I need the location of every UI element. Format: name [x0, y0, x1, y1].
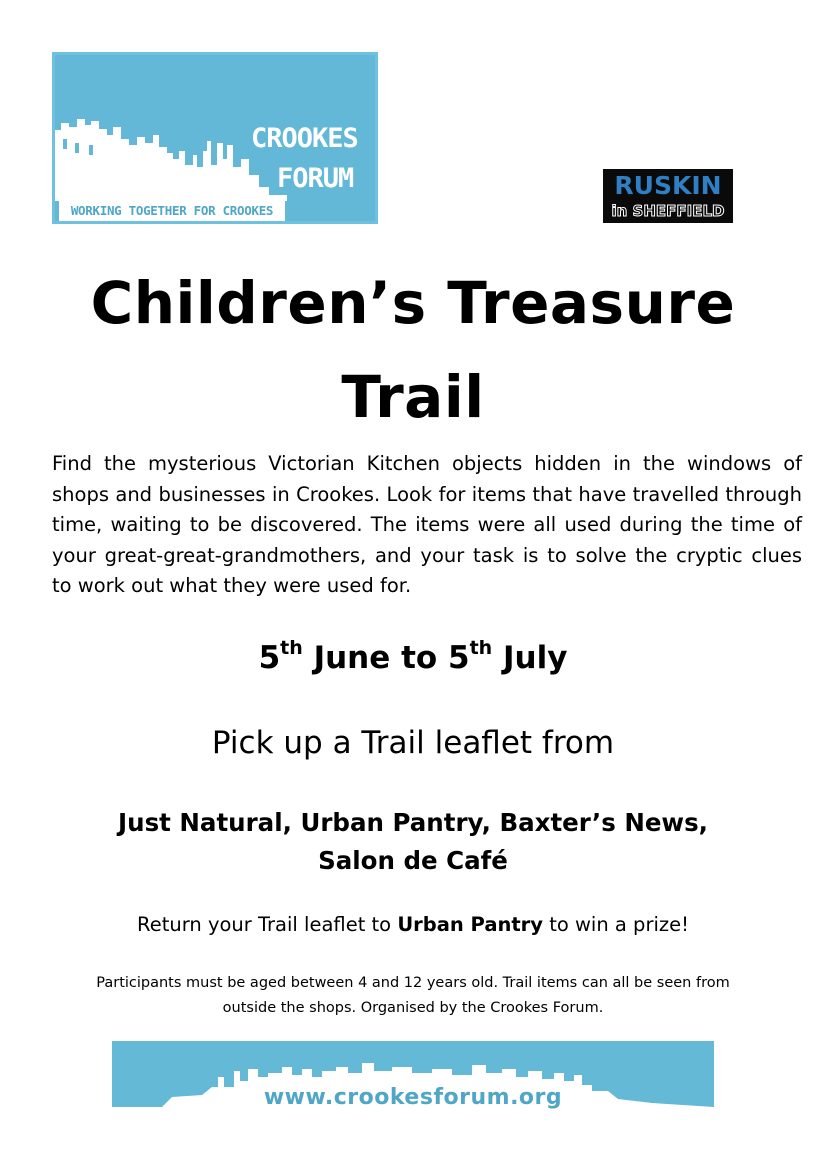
crookes-logo-line1: CROOKES	[251, 123, 358, 154]
shop-list	[60, 804, 766, 880]
start-day-suffix: th	[280, 637, 303, 659]
crookes-forum-logo	[52, 52, 378, 224]
start-month: June to	[313, 640, 438, 676]
return-instructions	[40, 908, 786, 942]
shop-list-line2: Salon de Café	[318, 846, 508, 875]
page-title-line2: Trail	[341, 363, 485, 431]
return-text-before: Return your Trail leaflet to	[137, 913, 398, 936]
website-url: www.crookesforum.org	[263, 1085, 563, 1110]
crookes-logo-line2: FORUM	[277, 163, 354, 194]
shop-list-line1: Just Natural, Urban Pantry, Baxter’s News,	[118, 808, 708, 837]
ruskin-in-sheffield-logo	[603, 169, 733, 223]
end-day: 5	[447, 640, 470, 676]
intro-paragraph: Find the mysterious Victorian Kitchen objects hidden in the windows of shops and businesses in Crookes. Look for items that have travelled through time, waiting to be discovered. The items were all used during the time of your great-great-grandmothers, and your task is to solve the cryptic clues to work out what they were used for.	[52, 452, 802, 597]
ruskin-logo-line2: in SHEFFIELD	[611, 202, 725, 220]
trail-dates	[60, 633, 766, 683]
page-title-line1: Children’s Treasure	[90, 269, 736, 337]
crookes-logo-tagline: WORKING TOGETHER FOR CROOKES	[59, 201, 285, 221]
pickup-heading: Pick up a Trail leaflet from	[211, 725, 615, 761]
website-banner	[112, 1041, 714, 1114]
participants-note-line1: Participants must be aged between 4 and 12 years old. Trail items can all be seen from	[96, 975, 730, 991]
start-day: 5	[258, 640, 281, 676]
participants-note	[60, 971, 766, 1020]
page-title	[40, 256, 786, 444]
end-day-suffix: th	[469, 637, 493, 659]
end-month: July	[502, 640, 568, 676]
return-shop-name: Urban Pantry	[397, 913, 544, 936]
participants-note-line2: outside the shops. Organised by the Crookes Forum.	[222, 999, 604, 1016]
return-text-after: to win a prize!	[543, 913, 689, 936]
ruskin-logo-line1: RUSKIN	[614, 171, 722, 200]
